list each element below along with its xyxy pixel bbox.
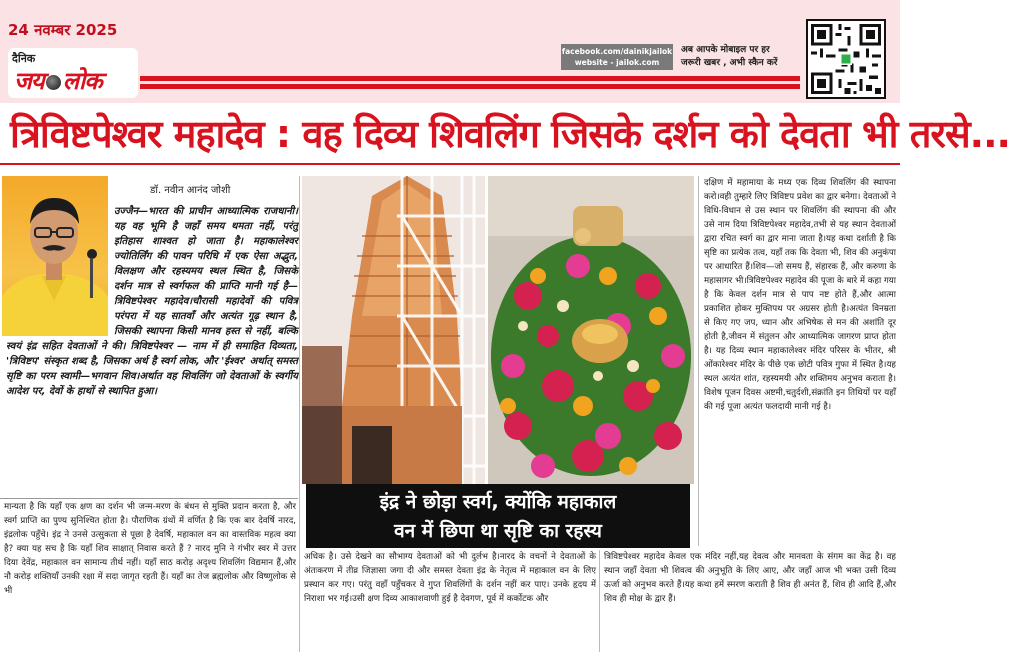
intro-text: उज्जैन—भारत की प्राचीन आध्यात्मिक राजधानी। यह वह भूमि है जहाँ समय थमता नहीं, परंतु इतिहास शाश्वत हो जाता है। महाकालेश्वर ज्योतिर्लिंग की पावन परिधि में एक ऐसा अद्भुत, विलक्षण और रहस्यमय स्थल स्थित है, जिसके दर्शन मात्र से स्वर्गफल की प्राप्ति मानी गई है— त्रिविष्टपेश्वर महादेव।चौरासी महादेवों की पवित्र परंपरा में यह सातवाँ और अत्यंत गूढ़ स्थान है, जिसकी स्थापना किसी मानव हस्त से नहीं, बल्कि स्वयं इंद्र सहित देवताओं ने की। त्रिविष्टपेश्वर — नाम में ही समाहित दिव्यता, 'त्रिविष्टप' संस्कृत शब्द है, जिसका अर्थ है स्वर्ग लोक, और 'ईश्वर' अर्थात् समस्त सृष्टि का परम स्वामी—भगवान शिव।अर्थात वह शिवलिंग जो देवताओं के स्वर्गीय आदेश पर, देवों के हाथों से स्थापित हुआ। (6, 206, 298, 397)
article-body-col4: दक्षिण में महामाया के मध्य एक दिव्य शिवलिंग की स्थापना करो।वही तुम्हारे लिए त्रिविष्टप प्रवेश का द्वार बनेगा। देवताओं ने विधि-विधान से उस स्थान पर शिवलिंग की स्थापना की और उसे नाम दिया त्रिविष्टपेश्वर महादेव,तभी से यह स्थान देवताओं द्वारा रचित स्वर्ग का द्वार माना जाता है।यह कथा दर्शाती है कि सृष्टि का प्रत्येक तत्व, यहाँ तक कि देवता भी, शिव की अनुकंपा पर आधारित हैं।शिव—जो समय हैं, संहारक हैं, और करुणा के महासागर भी।त्रिविष्टपेश्वर महादेव की पूजा के बारे में कहा गया है कि केवल दर्शन मात्र से पाप नष्ट होते हैं,और आत्मा प्रकाशित होकर मुक्तिपथ पर अग्रसर होती है।अत्यंत विनम्रता से किए गए जप, ध्यान और अभिषेक से मन की अशांति दूर होती है,जीवन में संतुलन और आध्यात्मिक जागरण प्राप्त होता है। यह दिव्य स्थान महाकालेश्वर मंदिर परिसर के भीतर, श्री ओंकारेश्वर मंदिर के पीछे एक छोटी पवित्र गुफा में स्थित है।यह स्थल अत्यंत शांत, रहस्यमयी और शक्तिमय अनुभव कराता है। विशेष पूजन दिवस अष्टमी,चतुर्दशी,संक्रांति इन तिथियों पर यहाँ की गई पूजा अत्यंत फलदायी मानी गई है। (704, 178, 896, 412)
logo-prefix: दैनिक (12, 52, 36, 65)
masthead (0, 0, 900, 103)
globe-icon (46, 75, 61, 90)
facebook-link[interactable]: facebook.com/dainikjailok (561, 47, 673, 56)
masthead-stripe (140, 84, 800, 89)
column-divider (698, 176, 699, 546)
temple-spire-image (302, 176, 485, 484)
article-body-col1: मान्यता है कि यहाँ एक क्षण का दर्शन भी जन्म-मरण के बंधन से मुक्ति प्रदान करता है, और स्वर्ग प्राप्ति का पुण्य सुनिश्चित होता है। पौराणिक ग्रंथों में वर्णित है कि एक बार देवर्षि नारद, इंद्रलोक पहुँचे। इंद्र ने उनसे उत्सुकता से पूछा है देवर्षि, महाकाल वन का वास्तविक महत्व क्या है? क्या यह सच है कि यहाँ शिव साक्षात् निवास करते हैं ? नारद मुनि ने गंभीर स्वर में उत्तर दिया देवेंद्र, महाकाल वन सामान्य तीर्थ नहीं। यहाँ साठ करोड़ अदृश्य शिवलिंग विद्यमान हैं,और नौ करोड़ शक्तियाँ उनकी रक्षा में सदा जागृत रहती हैं। यहाँ का तेज ब्रह्मलोक और विष्णुलोक से भी (4, 502, 296, 596)
social-links[interactable] (561, 44, 673, 70)
scan-promo (681, 44, 805, 70)
website-link[interactable]: website - jailok.com (574, 58, 660, 67)
column-rule (0, 498, 298, 499)
promo-line-1: अब आपके मोबाइल पर हर (681, 45, 770, 55)
qr-code-icon (808, 21, 884, 97)
column-divider (599, 550, 600, 652)
masthead-stripe (140, 76, 800, 81)
photo-spacer (6, 204, 114, 336)
issue-date: 24 नवम्बर 2025 (8, 21, 118, 39)
shivling-photo (488, 176, 694, 484)
logo-word-1: जय (14, 67, 44, 95)
temple-photo (302, 176, 485, 484)
banner-line-1: इंद्र ने छोड़ा स्वर्ग, क्योंकि महाकाल (379, 491, 617, 513)
shivling-flowers-image (488, 176, 694, 484)
qr-code[interactable] (806, 19, 886, 99)
article-intro (6, 204, 298, 500)
pull-quote-banner (306, 484, 690, 548)
headline-rule (0, 163, 900, 165)
logo-word-2: लोक (62, 67, 102, 95)
article-body-col3: त्रिविष्टपेश्वर महादेव केवल एक मंदिर नहीं,यह देवत्व और मानवता के संगम का केंद्र है। वह स्थान जहाँ देवता भी शिवत्व की अनुभूति के लिए आए, और जहाँ आज भी भक्त उसी दिव्य ऊर्जा को अनुभव करते हैं।यह कथा हमें स्मरण कराती है शिव ही अनंत हैं, शिव ही आदि हैं,और शिव ही मोक्ष के द्वार हैं। (604, 552, 896, 604)
column-divider (299, 176, 300, 652)
article-body-col2: अधिक है। उसे देखने का सौभाग्य देवताओं को भी दुर्लभ है।नारद के वचनों ने देवताओं के अंतःकरण में तीव्र जिज्ञासा जगा दी और समस्त देवता इंद्र के नेतृत्व में महाकाल वन के लिए प्रस्थान कर गए। परंतु वहाँ पहुँचकर वे गुप्त शिवलिंगों के दर्शन नहीं कर पाए। उनके हृदय में निराशा भर गई।उसी क्षण दिव्य आकाशवाणी हुई है देवगण, पूर्व में कर्कोटक और (304, 552, 596, 604)
article-headline: त्रिविष्टपेश्वर महादेव : वह दिव्य शिवलिंग जिसके दर्शन को देवता भी तरसे... (10, 112, 1010, 156)
promo-line-2: जरूरी खबर , अभी स्कैन करें (681, 58, 778, 68)
newspaper-logo[interactable] (14, 64, 102, 97)
banner-line-2: वन में छिपा था सृष्टि का रहस्य (394, 520, 602, 542)
author-byline: डॉ. नवीन आनंद जोशी (150, 185, 231, 196)
